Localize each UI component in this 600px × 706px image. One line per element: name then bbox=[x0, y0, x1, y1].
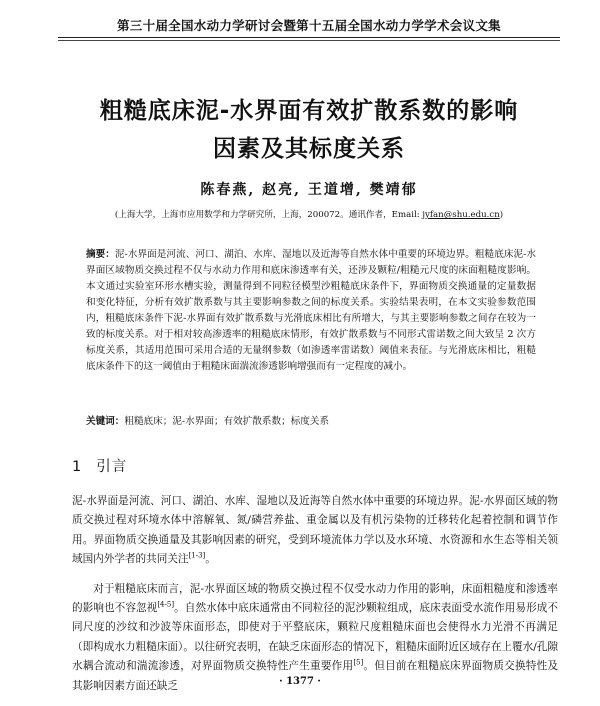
paragraph-2-text-a: 对于粗糙底床而言，泥-水界面区域的物质交换过程不仅受水动力作用的影响，床面粗糙度和渗透率的影响也不容忽视 bbox=[72, 582, 558, 615]
authors: 陈春燕, 赵亮, 王道增, 樊靖郁 bbox=[200, 182, 418, 198]
title-line-1: 粗糙底床泥-水界面有效扩散系数的影响 bbox=[99, 98, 519, 124]
keywords bbox=[86, 414, 536, 430]
affiliation-text: (上海大学，上海市应用数学和力学研究所，上海，200072。通讯作者，Email: bbox=[114, 210, 423, 220]
paragraph-2-text-c: 。但目前在粗糙底床界面物质交换特性及其影响因素方面还缺乏 bbox=[72, 660, 559, 692]
abstract-label: 摘要： bbox=[86, 249, 115, 260]
section-title: 引言 bbox=[96, 459, 128, 475]
paragraph-1-end: 。 bbox=[205, 553, 216, 566]
body-text bbox=[72, 492, 558, 706]
citation: [1-3] bbox=[188, 551, 206, 560]
citation: [4-5] bbox=[157, 600, 175, 609]
affiliation-close: ) bbox=[499, 210, 504, 220]
running-header: 第三十届全国水动力学研讨会暨第十五届全国水动力学学术会议文集 bbox=[116, 18, 501, 33]
keywords-label: 关键词： bbox=[86, 416, 125, 427]
section-number: 1 bbox=[72, 459, 83, 475]
keywords-text: 粗糙底床；泥-水界面；有效扩散系数；标度关系 bbox=[124, 416, 330, 427]
section-heading bbox=[72, 455, 127, 476]
page-number: · 1377 · bbox=[279, 676, 321, 687]
affiliation bbox=[58, 208, 560, 220]
citation: [5] bbox=[353, 658, 364, 667]
title-line-2: 因素及其标度关系 bbox=[213, 136, 405, 162]
paragraph-1-text: 泥-水界面是河流、河口、湖泊、水库、湿地以及近海等自然水体中重要的环境边界。泥-水界面区域的物质交换过程对环境水体中溶解氧、氮/磷营养盐、重金属以及有机污染物的迁移转化起着控制和调节作用。界面物质交换通量及其影响因素的研究，受到环境流体力学以及水环境、水资源和水生态等相关领域国内外学者的共同关注 bbox=[72, 495, 558, 566]
abstract bbox=[86, 247, 536, 375]
abstract-text: 泥-水界面是河流、河口、湖泊、水库、湿地以及近海等自然水体中重要的环境边界。粗糙底床泥-水界面区域物质交换过程不仅与水动力作用和底床渗透率有关，还涉及颗粒/粗糙元尺度的床面粗糙度影响。本文通过实验室环形水槽实验，测量得到不同粒径模型沙粗糙底床条件下，界面物质交换通量的定量数据和变化特征，分析有效扩散系数与其主要影响参数之间的标度关系。实验结果表明，在本文实验参数范围内，粗糙底床条件下泥-水界面有效扩散系数与光滑底床相比有所增大，与其主要影响参数之间存在较为一致的标度关系。对于相对较高渗透率的粗糙底床情形，有效扩散系数与不同形式雷诺数之间大致呈 2 次方标度关系，其适用范围可采用合适的无量纲参数（如渗透率雷诺数）阈值来表征。与光滑底床相比，粗糙底床条件下的这一阈值由于粗糙床面湍流渗透影响增强而有一定程度的减小。 bbox=[86, 249, 536, 372]
email-link[interactable]: jyfan@shu.edu.cn bbox=[422, 210, 500, 220]
header-rule bbox=[58, 37, 560, 38]
header-rule-thin bbox=[58, 40, 560, 41]
paragraph-2-text-b: 。自然水体中底床通常由不同粒径的泥沙颗粒组成，底床表面受水流作用易形成不同尺度的沙纹和沙波等床面形态，即使对于平整底床，颗粒尺度粗糙床面也会使得水力光滑不再满足（即构成水力粗糙床面）。以往研究表明，在缺乏床面形态的情况下，粗糙床面附近区域存在上覆水/孔隙水耦合流动和湍流渗透，对界面物质交换特性产生重要作用 bbox=[72, 602, 559, 673]
paper-title bbox=[58, 92, 560, 168]
paragraph-1 bbox=[72, 492, 558, 570]
